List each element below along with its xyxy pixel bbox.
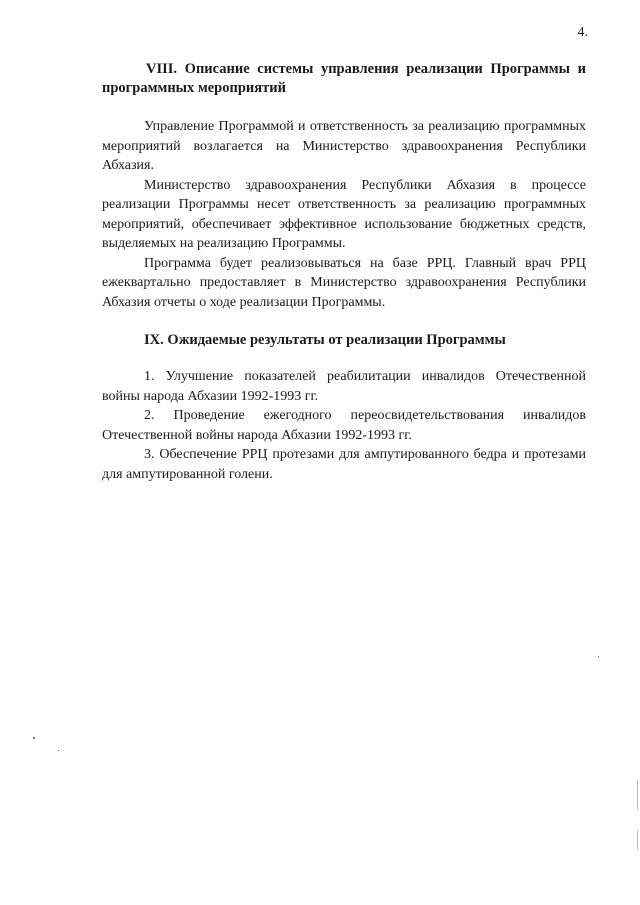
page-number: 4. xyxy=(577,25,588,40)
expected-result-item-2: 2. Проведение ежегодного переосвидетельствования инвалидов Отечественной войны народа Абхазии 1992-1993 гг. xyxy=(102,408,586,443)
expected-result-item-3: 3. Обеспечение РРЦ протезами для ампутированного бедра и протезами для ампутированной голени. xyxy=(102,447,586,482)
section-8-body xyxy=(102,117,586,312)
expected-result-item-1: 1. Улучшение показателей реабилитации инвалидов Отечественной войны народа Абхазии 1992-1993 гг. xyxy=(102,369,586,404)
section-9-list xyxy=(102,367,586,484)
scan-speck xyxy=(58,750,59,751)
document-body xyxy=(102,60,586,484)
scan-speck xyxy=(33,737,35,739)
section-8-paragraph-1: Управление Программой и ответственность за реализацию программных мероприятий возлагается на Министерство здравоохранения Республики Абхазия. xyxy=(102,119,586,173)
section-9-heading: IX. Ожидаемые результаты от реализации Программы xyxy=(144,332,506,348)
section-8-heading: VIII. Описание системы управления реализации Программы и программных мероприятий xyxy=(102,61,586,96)
section-8-paragraph-3: Программа будет реализовываться на базе РРЦ. Главный врач РРЦ ежеквартально предоставляет в Министерство здравоохранения Республики Абхазия отчеты о ходе реализации Программы. xyxy=(102,255,586,310)
scan-speck xyxy=(598,656,599,657)
section-8-paragraph-2: Министерство здравоохранения Республики Абхазия в процессе реализации Программы несет ответственность за реализацию программных мероприятий, обеспечивает эффективное использование бюджетных средств, выделяемых на реализацию Программы. xyxy=(102,177,586,251)
scan-edge-mark xyxy=(637,780,638,810)
scan-edge-mark xyxy=(637,830,638,850)
